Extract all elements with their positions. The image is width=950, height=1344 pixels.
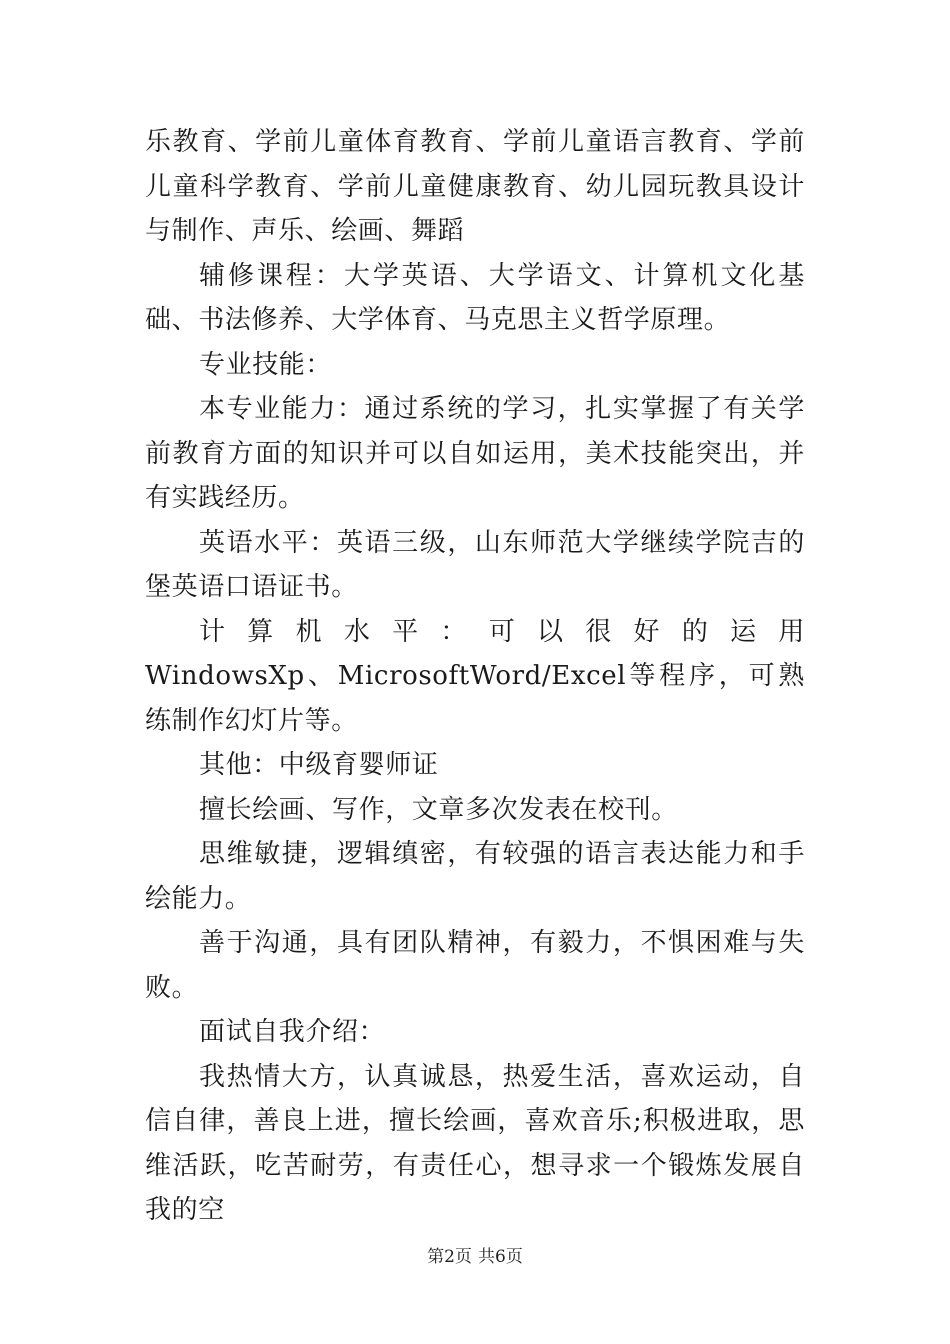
paragraph-drawing-writing: 擅长绘画、写作，文章多次发表在校刊。 bbox=[199, 794, 678, 825]
document-body bbox=[145, 120, 805, 1233]
paragraph-other-certificates: 其他：中级育婴师证 bbox=[199, 750, 439, 780]
paragraph-self-introduction: 我热情大方，认真诚恳，热爱生活，喜欢运动，自信自律，善良上进，擅长绘画，喜欢音乐;积极进取，思维活跃，吃苦耐劳，有责任心，想寻求一个锻炼发展自我的空 bbox=[145, 1061, 805, 1225]
paragraph-computer-level: 计算机水平：可以很好的运用 bbox=[199, 616, 805, 647]
heading-interview-intro: 面试自我介绍： bbox=[199, 1017, 386, 1047]
page-total: 共6页 bbox=[478, 1247, 523, 1267]
heading-professional-skills: 专业技能： bbox=[199, 349, 333, 380]
page-number: 第2页 bbox=[427, 1247, 472, 1267]
paragraph-english-level: 英语水平：英语三级，山东师范大学继续学院吉的堡英语口语证书。 bbox=[145, 527, 805, 602]
page-footer bbox=[0, 1242, 950, 1267]
paragraph-major-ability: 本专业能力：通过系统的学习，扎实掌握了有关学前教育方面的知识并可以自如运用，美术技能突出，并有实践经历。 bbox=[145, 394, 805, 513]
paragraph-communication: 善于沟通，具有团队精神，有毅力，不惧困难与失败。 bbox=[145, 928, 805, 1003]
paragraph-computer-level-continued: WindowsXp、MicrosoftWord/Excel等程序，可熟练制作幻灯片等。 bbox=[145, 661, 805, 736]
paragraph-thinking-ability: 思维敏捷，逻辑缜密，有较强的语言表达能力和手绘能力。 bbox=[145, 839, 805, 914]
paragraph-minor-courses: 辅修课程：大学英语、大学语文、计算机文化基础、书法修养、大学体育、马克思主义哲学原理。 bbox=[145, 260, 805, 335]
paragraph-core-courses-continued: 乐教育、学前儿童体育教育、学前儿童语言教育、学前儿童科学教育、学前儿童健康教育、幼儿园玩教具设计与制作、声乐、绘画、舞蹈 bbox=[145, 127, 805, 246]
